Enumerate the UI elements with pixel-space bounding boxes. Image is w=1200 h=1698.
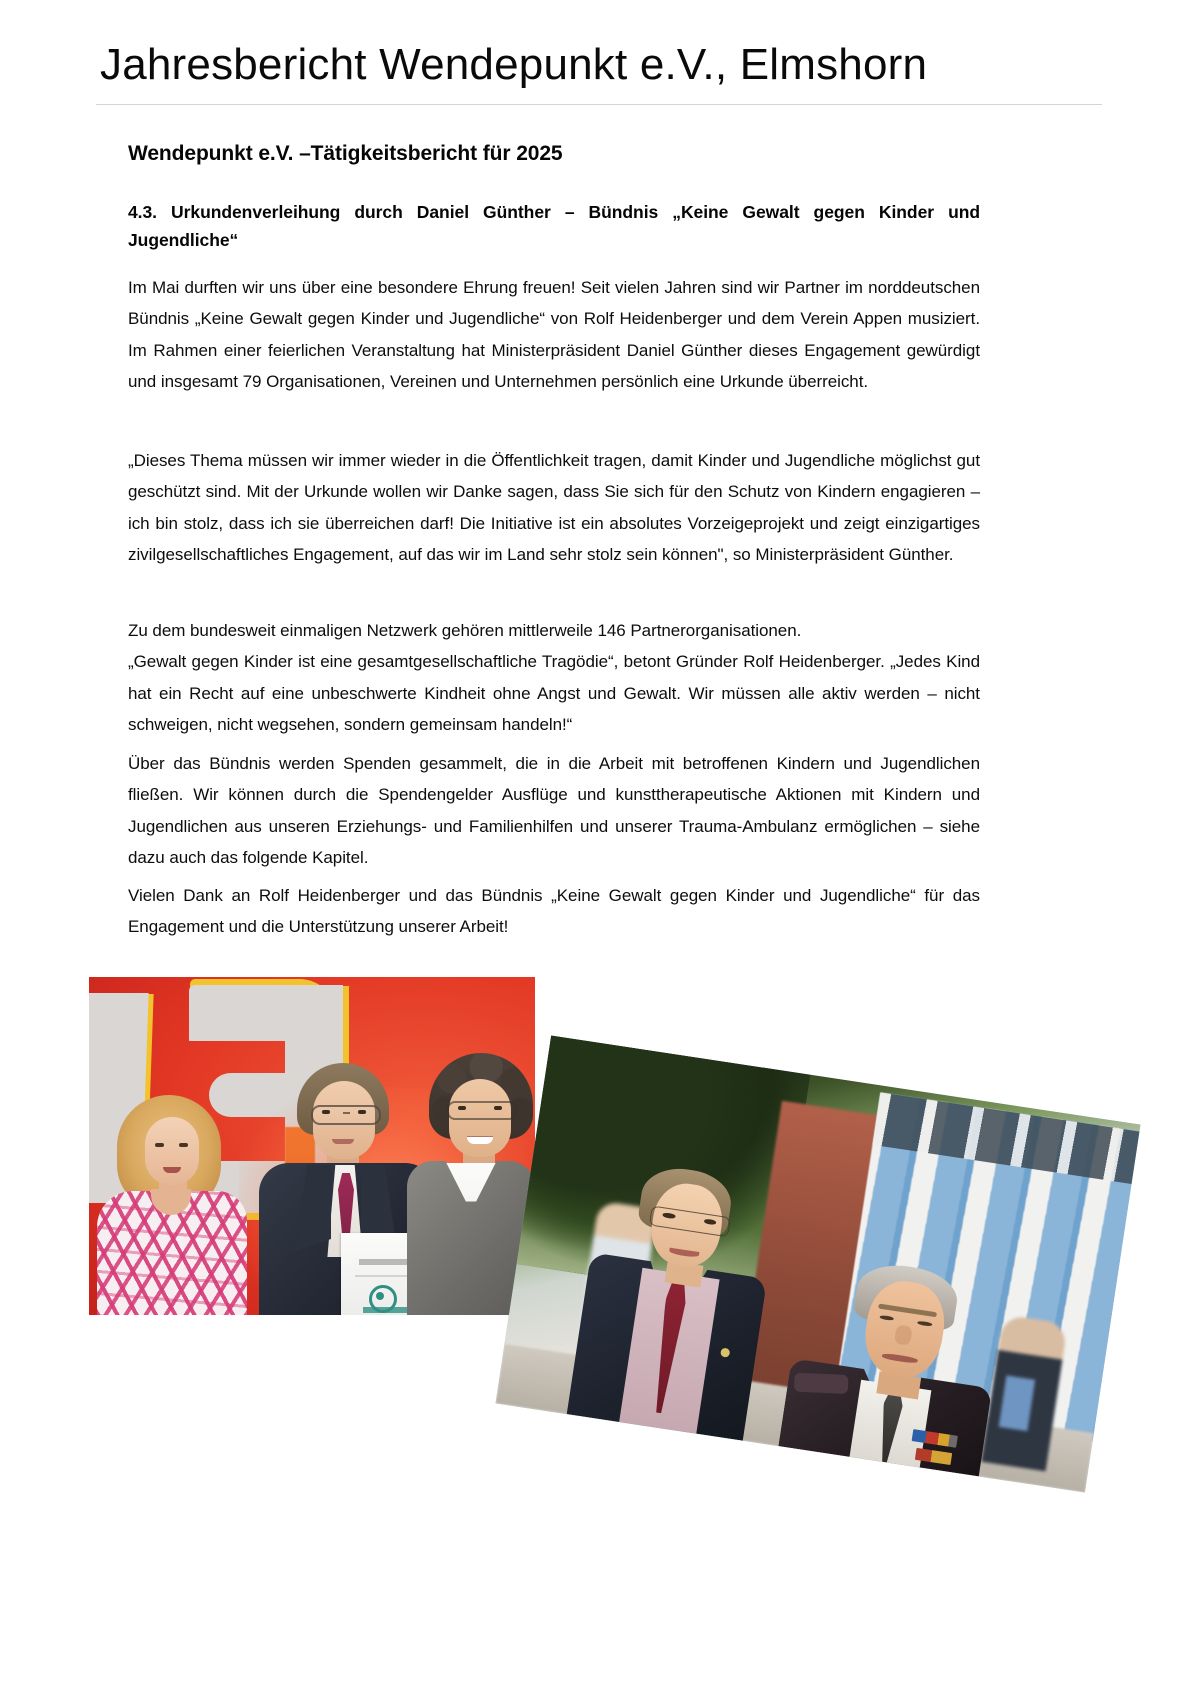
document-title: Jahresbericht Wendepunkt e.V., Elmshorn (100, 40, 928, 89)
glasses-icon (447, 1101, 517, 1120)
section-heading: 4.3. Urkundenverleihung durch Daniel Günther – Bündnis „Keine Gewalt gegen Kinder und Jugendliche“ (128, 202, 980, 251)
glasses-icon (311, 1105, 381, 1125)
minister-eye-left (322, 1110, 330, 1114)
woman-eye-left (155, 1143, 164, 1147)
report-heading: Wendepunkt e.V. –Tätigkeitsbericht für 2025 (128, 142, 563, 165)
woman-face (145, 1117, 199, 1185)
founder-eye-left (458, 1106, 466, 1110)
paragraph-text: Über das Bündnis werden Spenden gesammelt, die in die Arbeit mit betroffenen Kindern und Jugendlichen fließen. Wir können durch die Spendengelder Ausflüge und kunsttherapeutische Aktionen mit Kindern und Jugendlichen aus unseren Erziehungs- und Familienhilfen und unserer Trauma-Ambulanz ermöglichen – siehe dazu auch das folgende Kapitel. (128, 754, 980, 868)
founder-eye-right (494, 1106, 502, 1110)
outdoor-event-photo-wrapper (520, 1078, 1116, 1450)
award-ceremony-photo (89, 977, 535, 1315)
paragraph-text: Im Mai durften wir uns über eine besondere Ehrung freuen! Seit vielen Jahren sind wir Partner im norddeutschen Bündnis „Keine Gewalt gegen Kinder und Jugendliche“ von Rolf Heidenberger und dem Verein Appen musiziert. Im Rahmen einer feierlichen Veranstaltung hat Ministerpräsident Daniel Günther dieses Engagement gewürdigt und insgesamt 79 Organisationen, Vereinen und Unternehmen persönlich eine Urkunde überreicht. (128, 278, 980, 392)
certificate-logo-wordmark (363, 1307, 407, 1313)
outdoor-event-photo (496, 1036, 1141, 1493)
paragraph-text: Vielen Dank an Rolf Heidenberger und das Bündnis „Keine Gewalt gegen Kinder und Jugendliche“ für das Engagement und die Unterstützung unserer Arbeit! (128, 886, 980, 937)
minister-eye-right (358, 1110, 366, 1114)
minister-mouth (332, 1139, 354, 1144)
founder-mouth (467, 1137, 493, 1144)
paragraph-text-network-count: Zu dem bundesweit einmaligen Netzwerk gehören mittlerweile 146 Partnerorganisationen. (128, 621, 802, 640)
paragraph-text-quote-heidenberger: „Gewalt gegen Kinder ist eine gesamtgesellschaftliche Tragödie“, betont Gründer Rolf Heidenberger. „Jedes Kind hat ein Recht auf eine unbeschwerte Kindheit ohne Angst und Gewalt. Wir müssen alle aktiv werden – nicht schweigen, nicht wegsehen, sondern gemeinsam handeln!“ (128, 652, 980, 735)
paragraph-text: „Dieses Thema müssen wir immer wieder in die Öffentlichkeit tragen, damit Kinder und Jugendliche möglichst gut geschützt sind. Mit der Urkunde wollen wir Danke sagen, dass Sie sich für den Schutz von Kindern engagieren – ich bin stolz, dass ich sie überreichen darf! Die Initiative ist ein absolutes Vorzeigeprojekt und zeigt einzigartiges zivilgesellschaftliches Engagement, auf das wir im Land sehr stolz sein können", so Ministerpräsident Günther. (128, 451, 980, 565)
uniformed-man-shoulder (794, 1372, 848, 1393)
woman-eye-right (179, 1143, 188, 1147)
